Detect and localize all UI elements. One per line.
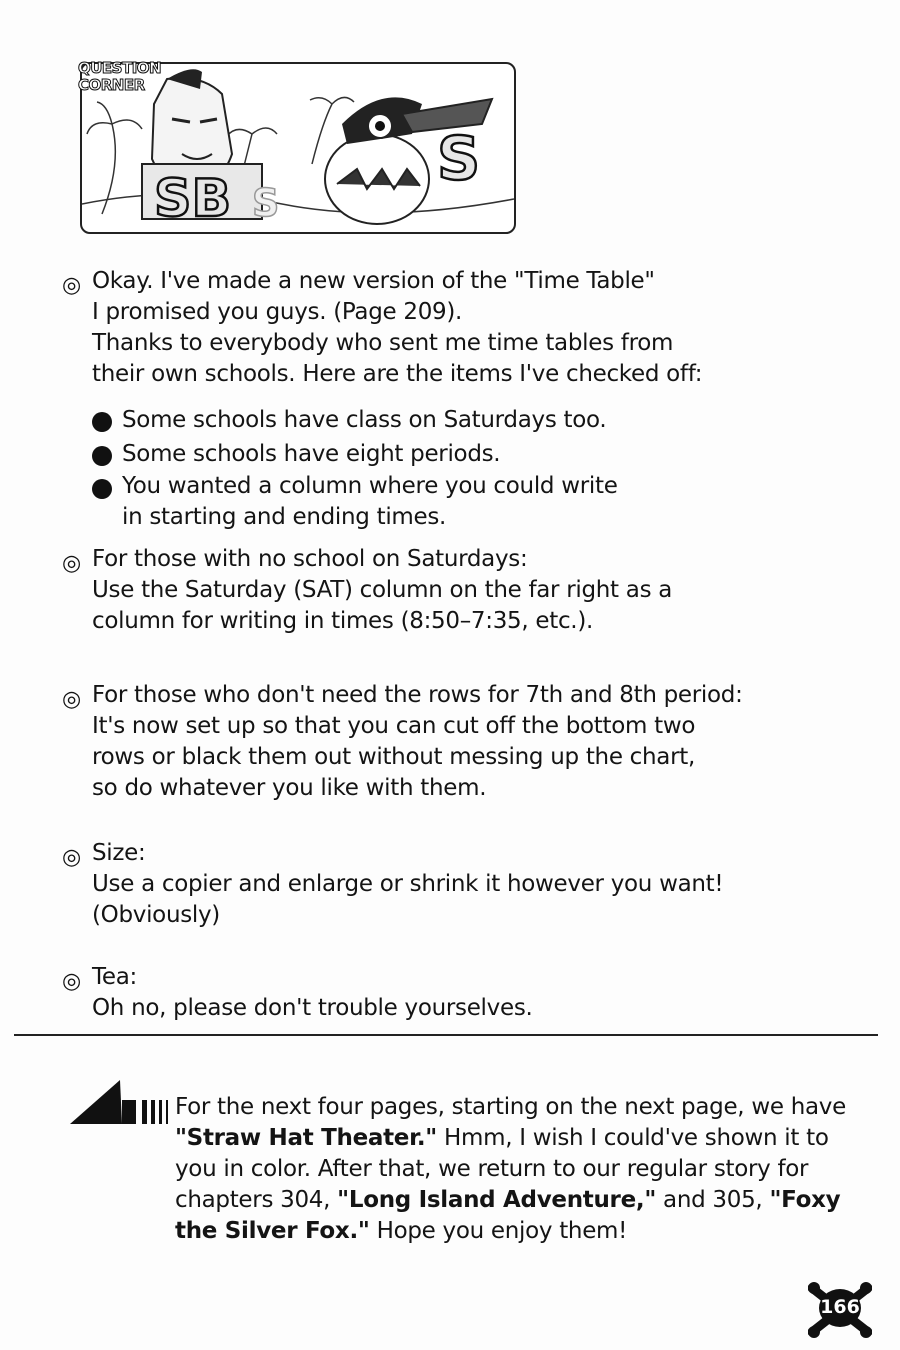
section-divider	[14, 1034, 878, 1036]
list-item	[92, 404, 618, 437]
bullet-dot-icon	[92, 412, 112, 432]
tea-paragraph	[62, 962, 533, 1024]
corner-label: CORNER	[78, 76, 145, 94]
spiral-marker-icon: ◎	[62, 687, 81, 712]
page-number: 166	[820, 1296, 860, 1318]
triangle-pointer-icon	[70, 1072, 175, 1132]
tea-text: Tea: Oh no, please don't trouble yourselves.	[92, 964, 533, 1021]
no-school-paragraph	[62, 544, 672, 637]
footnote-bold-title: "Foxy the Silver Fox."	[175, 1187, 841, 1244]
s-title-letter: S	[437, 124, 481, 194]
size-text: Size: Use a copier and enlarge or shrink it however you want! (Obviously)	[92, 840, 724, 928]
intro-text: Okay. I've made a new version of the "Time Table" I promised you guys. (Page 209). Thanks to everybody who sent me time tables from their own schools. Here are the items I've checked off:	[92, 268, 703, 387]
spiral-marker-icon: ◎	[62, 969, 81, 994]
footnote-text	[175, 1092, 875, 1247]
footnote-part: and 305,	[656, 1187, 770, 1213]
footnote-bold-title: "Long Island Adventure,"	[337, 1187, 657, 1213]
s-title-faded: S	[252, 181, 280, 225]
spiral-marker-icon: ◎	[62, 551, 81, 576]
page-number-badge	[808, 1282, 872, 1338]
footnote-part: Hmm, I wish I could've shown it to you in color. After that, we return to our regular story for chapters 304,	[175, 1125, 829, 1213]
bullet-dot-icon	[92, 479, 112, 499]
footnote-bold-title: "Straw Hat Theater."	[175, 1125, 437, 1151]
question-label: QUESTION	[78, 59, 162, 77]
list-item	[92, 438, 618, 471]
spiral-marker-icon: ◎	[62, 845, 81, 870]
intro-paragraph	[62, 266, 702, 390]
rows-text: For those who don't need the rows for 7th and 8th period: It's now set up so that you can cut off the bottom two rows or black them out without messing up the chart, so do whatever you like with them.	[92, 682, 743, 801]
bullet-dot-icon	[92, 446, 112, 466]
footnote-part: For the next four pages, starting on the next page, we have	[175, 1094, 846, 1120]
list-item-text: Some schools have class on Saturdays too.	[122, 407, 607, 433]
list-item-text: You wanted a column where you could write in starting and ending times.	[122, 473, 618, 530]
spiral-marker-icon: ◎	[62, 273, 81, 298]
question-corner-label	[78, 60, 161, 94]
rows-paragraph	[62, 680, 743, 804]
size-paragraph	[62, 838, 723, 931]
sb-title-letters: SB	[154, 169, 232, 229]
list-item	[92, 471, 618, 533]
list-item-text: Some schools have eight periods.	[122, 441, 501, 467]
footnote-part: Hope you enjoy them!	[369, 1218, 628, 1244]
no-school-text: For those with no school on Saturdays: Use the Saturday (SAT) column on the far right as a column for writing in times (8:50–7:35, etc.).	[92, 546, 673, 634]
checked-items-list	[92, 404, 618, 533]
